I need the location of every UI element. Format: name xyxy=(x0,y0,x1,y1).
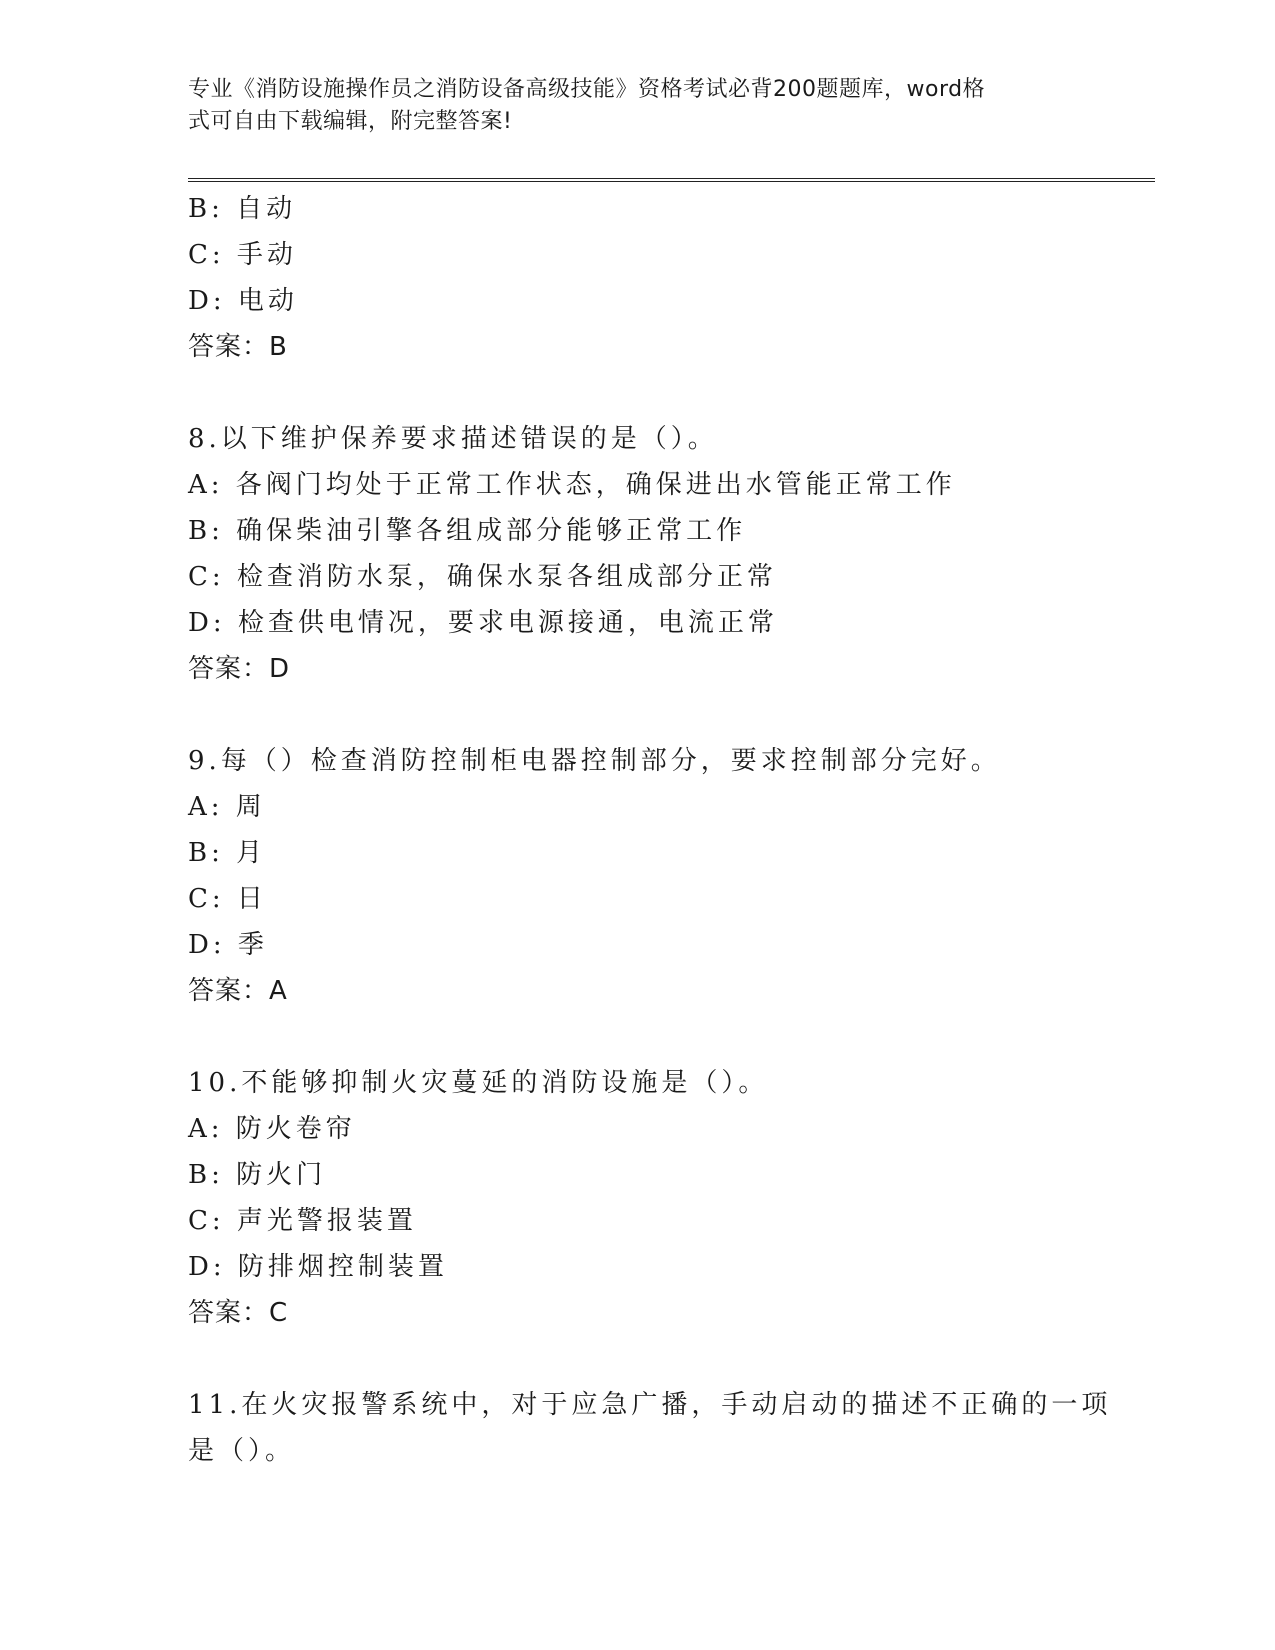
question-stem: 9.每（）检查消防控制柜电器控制部分，要求控制部分完好。 xyxy=(188,746,1001,776)
header-divider xyxy=(188,178,1155,182)
option-c: C: 声光警报装置 xyxy=(188,1206,417,1236)
option-d: D: 防排烟控制装置 xyxy=(188,1252,448,1282)
option-c: C: 手动 xyxy=(188,240,297,270)
question-list xyxy=(188,186,1112,1474)
answer: 答案：B xyxy=(188,332,288,362)
question-7-continued xyxy=(188,186,1108,370)
option-a: A: 防火卷帘 xyxy=(188,1114,356,1144)
document-header xyxy=(188,74,1088,138)
question-stem-line-2: 是（）。 xyxy=(188,1436,296,1466)
question-10 xyxy=(188,1060,1108,1336)
option-a: A: 各阀门均处于正常工作状态，确保进出水管能正常工作 xyxy=(188,470,956,500)
spacer xyxy=(188,370,1108,416)
question-8 xyxy=(188,416,1108,692)
question-11 xyxy=(188,1382,1112,1474)
option-b: B: 自动 xyxy=(188,194,297,224)
header-line-2: 式可自由下载编辑，附完整答案! xyxy=(188,109,513,134)
question-stem: 8.以下维护保养要求描述错误的是（）。 xyxy=(188,424,718,454)
option-b: B: 防火门 xyxy=(188,1160,327,1190)
option-c: C: 检查消防水泵，确保水泵各组成部分正常 xyxy=(188,562,777,592)
answer: 答案：D xyxy=(188,654,291,684)
question-stem: 10.不能够抑制火灾蔓延的消防设施是（）。 xyxy=(188,1068,769,1098)
answer: 答案：C xyxy=(188,1298,289,1328)
option-c: C: 日 xyxy=(188,884,267,914)
option-d: D: 季 xyxy=(188,930,268,960)
option-b: B: 月 xyxy=(188,838,267,868)
option-a: A: 周 xyxy=(188,792,266,822)
question-9 xyxy=(188,738,1108,1014)
option-b: B: 确保柴油引擎各组成部分能够正常工作 xyxy=(188,516,747,546)
header-line-1: 专业《消防设施操作员之消防设备高级技能》资格考试必背200题题库，word格 xyxy=(188,77,986,102)
spacer xyxy=(188,692,1108,738)
option-d: D: 检查供电情况，要求电源接通，电流正常 xyxy=(188,608,778,638)
question-stem-line-1: 11.在火灾报警系统中，对于应急广播，手动启动的描述不正确的一项 xyxy=(188,1390,1112,1420)
spacer xyxy=(188,1336,1108,1382)
option-d: D: 电动 xyxy=(188,286,298,316)
spacer xyxy=(188,1014,1108,1060)
answer: 答案：A xyxy=(188,976,288,1006)
